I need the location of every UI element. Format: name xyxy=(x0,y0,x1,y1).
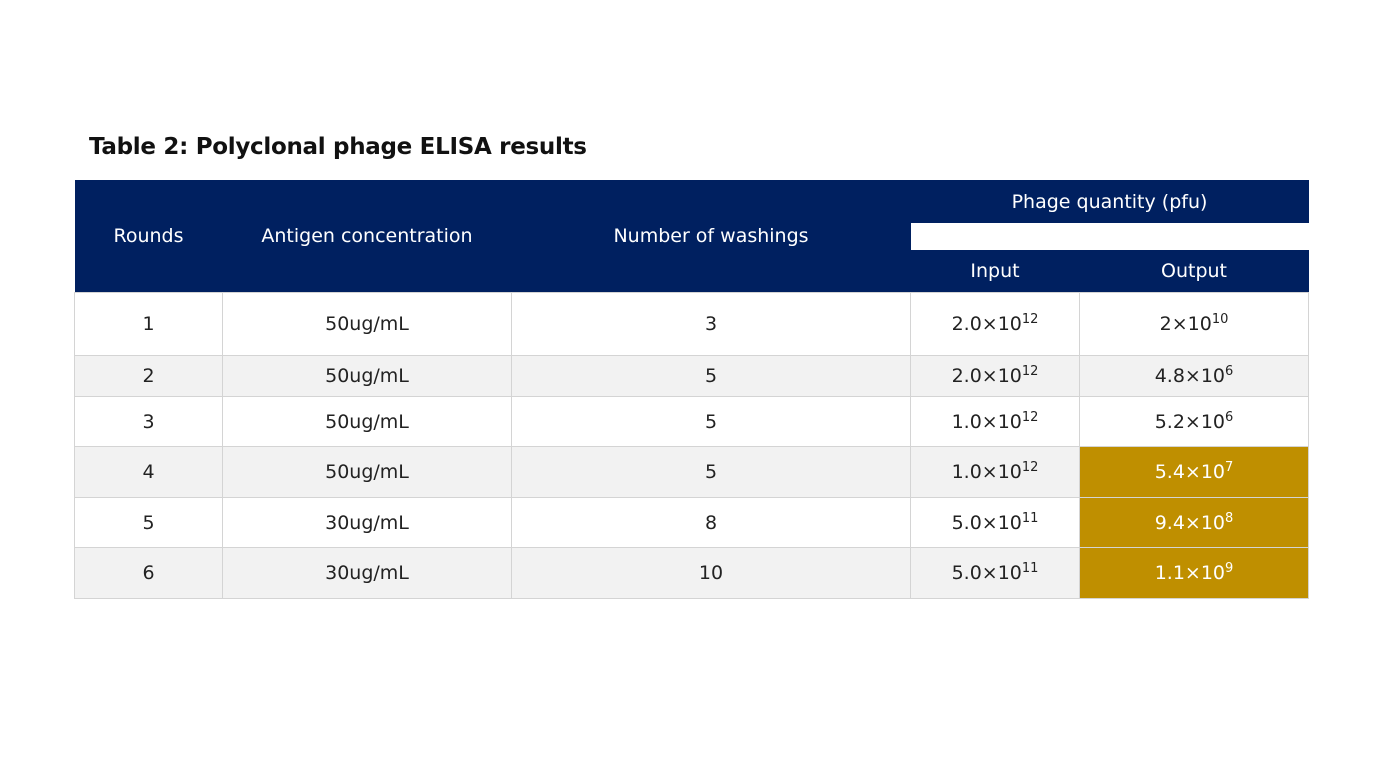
cell-input-base: 5.0×10 xyxy=(951,562,1022,584)
cell-output-exponent: 6 xyxy=(1225,364,1234,379)
cell-output xyxy=(1080,293,1309,356)
cell-washings: 3 xyxy=(512,293,911,356)
cell-washings: 10 xyxy=(512,548,911,599)
table-row xyxy=(75,498,1309,548)
cell-antigen: 30ug/mL xyxy=(223,498,512,548)
cell-output-exponent: 8 xyxy=(1225,510,1234,526)
cell-input-exponent: 12 xyxy=(1021,460,1039,475)
cell-output-exponent: 9 xyxy=(1225,561,1234,576)
cell-input-exponent: 12 xyxy=(1021,364,1039,379)
cell-round: 4 xyxy=(75,447,223,498)
table-row xyxy=(75,447,1309,498)
cell-output-base: 4.8×10 xyxy=(1154,365,1226,387)
table-row xyxy=(75,293,1309,356)
cell-antigen: 50ug/mL xyxy=(223,447,512,498)
header-input: Input xyxy=(911,250,1080,293)
table-title: Table 2: Polyclonal phage ELISA results xyxy=(89,134,587,160)
cell-output xyxy=(1080,397,1309,447)
cell-input xyxy=(911,548,1080,599)
cell-input-base: 5.0×10 xyxy=(951,511,1022,534)
cell-input xyxy=(911,293,1080,356)
cell-input-base: 1.0×10 xyxy=(951,410,1022,433)
cell-output-base: 1.1×10 xyxy=(1154,562,1226,584)
header-rounds: Rounds xyxy=(75,180,223,293)
cell-input-exponent: 12 xyxy=(1021,312,1039,327)
cell-output-exponent: 10 xyxy=(1211,312,1229,327)
cell-output xyxy=(1080,548,1309,599)
table-row xyxy=(75,397,1309,447)
table-row xyxy=(75,548,1309,599)
header-divider xyxy=(911,223,1309,250)
cell-output-base: 5.2×10 xyxy=(1154,410,1226,433)
cell-output-base: 5.4×10 xyxy=(1154,461,1226,483)
cell-output-exponent: 7 xyxy=(1225,460,1234,475)
cell-output-base: 9.4×10 xyxy=(1154,511,1226,534)
cell-input-exponent: 12 xyxy=(1021,409,1039,425)
cell-round: 3 xyxy=(75,397,223,447)
cell-antigen: 50ug/mL xyxy=(223,293,512,356)
cell-input-exponent: 11 xyxy=(1021,561,1039,576)
cell-round: 6 xyxy=(75,548,223,599)
cell-input-exponent: 11 xyxy=(1021,510,1039,526)
header-antigen-concentration: Antigen concentration xyxy=(223,180,512,293)
cell-output-exponent: 6 xyxy=(1225,409,1234,425)
cell-washings: 8 xyxy=(512,498,911,548)
cell-round: 1 xyxy=(75,293,223,356)
results-table xyxy=(74,180,1309,599)
cell-washings: 5 xyxy=(512,447,911,498)
header-phage-quantity: Phage quantity (pfu) xyxy=(911,180,1309,223)
cell-antigen: 50ug/mL xyxy=(223,356,512,397)
cell-output-base: 2×10 xyxy=(1159,313,1212,335)
cell-antigen: 50ug/mL xyxy=(223,397,512,447)
cell-round: 5 xyxy=(75,498,223,548)
table-row xyxy=(75,356,1309,397)
cell-output xyxy=(1080,498,1309,548)
cell-output xyxy=(1080,447,1309,498)
cell-input xyxy=(911,397,1080,447)
header-number-of-washings: Number of washings xyxy=(512,180,911,293)
cell-output xyxy=(1080,356,1309,397)
header-output: Output xyxy=(1080,250,1309,293)
cell-input xyxy=(911,356,1080,397)
cell-input-base: 2.0×10 xyxy=(951,365,1022,387)
cell-input-base: 1.0×10 xyxy=(951,461,1022,483)
cell-round: 2 xyxy=(75,356,223,397)
cell-input-base: 2.0×10 xyxy=(951,313,1022,335)
cell-washings: 5 xyxy=(512,356,911,397)
cell-input xyxy=(911,447,1080,498)
cell-antigen: 30ug/mL xyxy=(223,548,512,599)
table-body xyxy=(75,293,1309,599)
cell-washings: 5 xyxy=(512,397,911,447)
cell-input xyxy=(911,498,1080,548)
